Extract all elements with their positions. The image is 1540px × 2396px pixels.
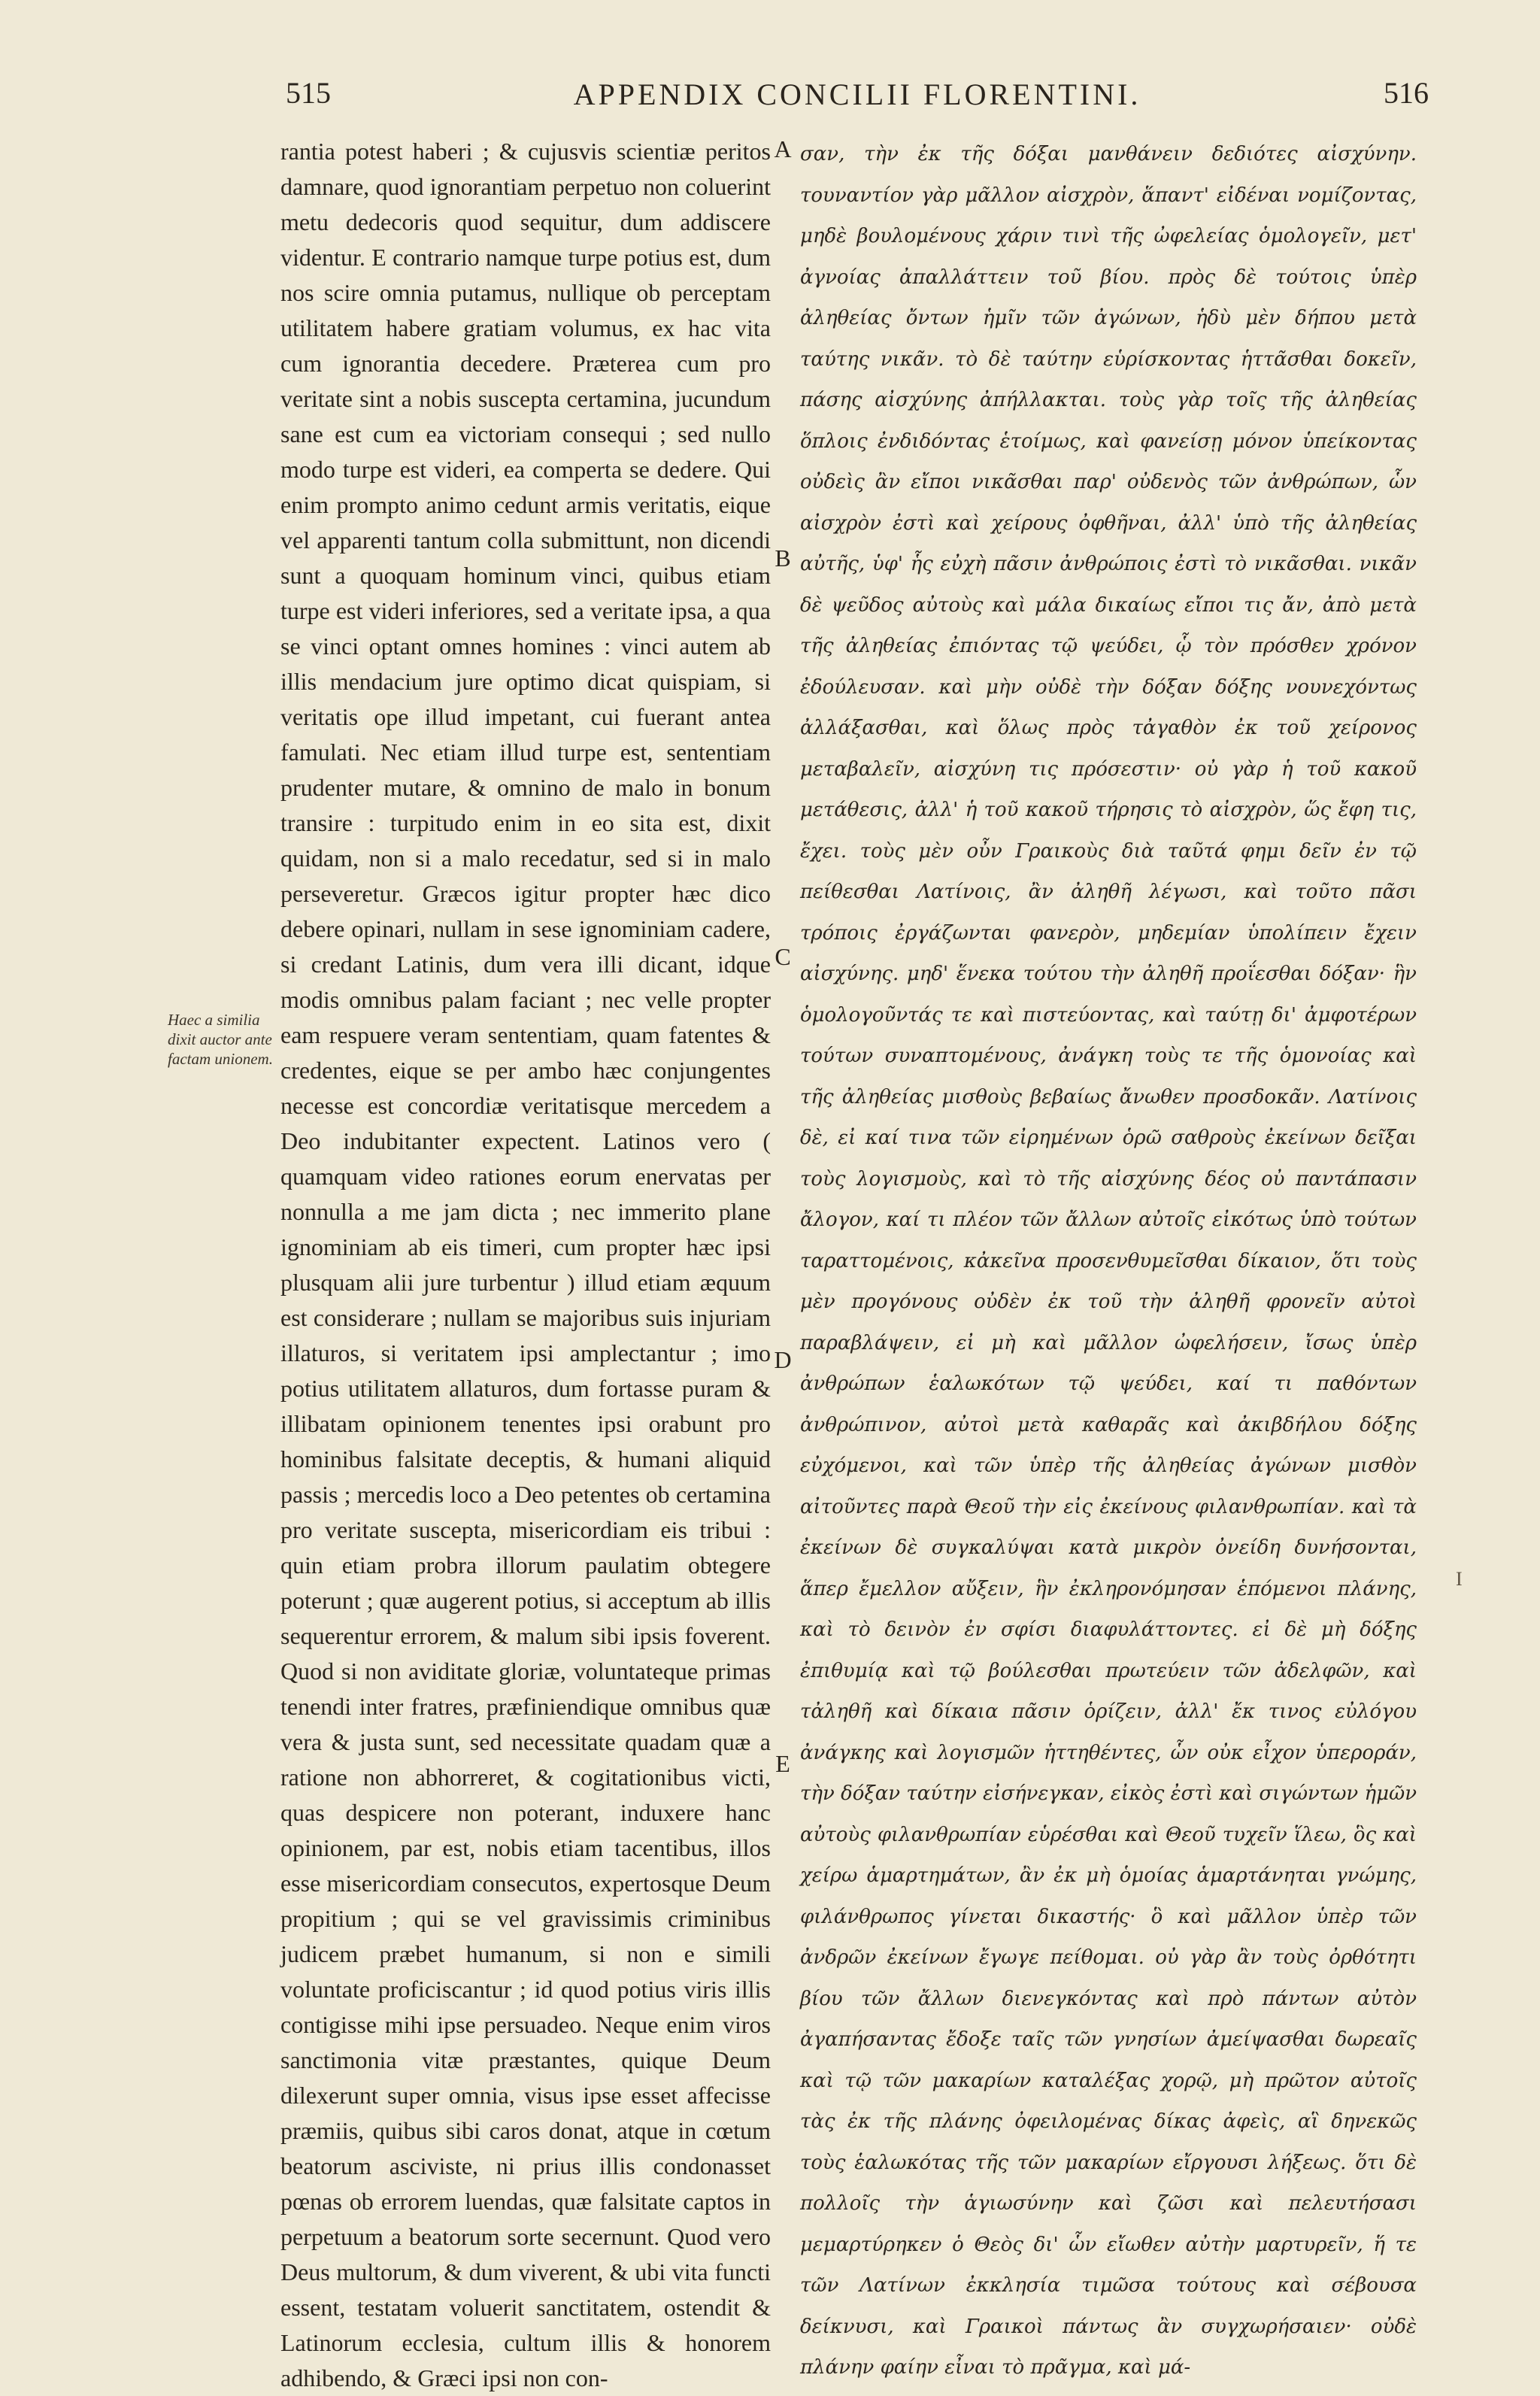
section-letter-a: A [774, 135, 792, 162]
greek-column [800, 134, 1417, 2388]
section-letter-c: C [775, 943, 791, 970]
latin-text: rantia potest haberi ; & cujusvis scientiæ peritos damnare, quod ignorantiam perpetuo non coluerint metu dedecoris quod sequitur, dum addiscere videntur. E contrario namque turpe potius est, dum nos scire omnia putamus, nullique ob perceptam utilitatem habere gratiam volumus, ex hac vita cum ignorantia decedere. Præterea cum pro veritate sint a nobis suscepta certamina, jucundum sane est cum ea victoriam consequi ; sed nullo modo turpe est videri, ea comperta se dedere. Qui enim prompto animo cedunt armis veritatis, eique vel apparenti tantum colla submittunt, non dicendi sunt a quoquam hominum vinci, quibus etiam turpe est videri inferiores, sed a veritate ipsa, a qua se vinci optant omnes homines : vinci autem ab illis mendacium jure optimo dicat quispiam, si veritatis ope illud impetant, cui fuerant antea famulati. Nec etiam illud turpe est, sententiam prudenter mutare, & omnino de malo in bonum transire : turpitudo enim in eo sita est, dixit quidam, non si a malo recedatur, sed si in malo perseveretur. Græcos igitur propter hæc dico debere opinari, nullam in sese ignominiam cadere, si credant Latinis, dum vera illi dicant, idque modis omnibus palam faciant ; nec velle propter eam respuere veram sententiam, quam fatentes & credentes, eique se per ambo hæc conjungentes necesse est concordiæ veritatisque mercedem a Deo indubitanter expectent. Latinos vero ( quamquam video rationes eorum enervatas per nonnulla a me jam dicta ; nec immerito plane ignominiam ab eis timeri, cum propter hæc ipsi plusquam alii jure turbentur ) illud etiam æquum est considerare ; nullam se majoribus suis injuriam illaturos, si veritatem ipsi amplectantur ; imo potius utilitatem allaturos, dum fortasse puram & illibatam opinionem tenentes ipsi orabunt pro hominibus falsitate deceptis, & humani aliquid passis ; mercedis loco a Deo petentes ob certamina pro veritate suscepta, misericordiam eis tribui : quin etiam probra illorum paulatim obtegere poterunt ; quæ augerent potius, si acceptum ab illis sequerentur errorem, & malum sibi ipsis foverent. Quod si non aviditate gloriæ, voluntateque primas tenendi inter fratres, præfiniendique omnibus quæ vera & justa sunt, sed necessitate quadam quæ a ratione non abhorreret, & cogitationibus victi, quas despicere non poterant, induxere hanc opinionem, par est, nobis etiam tacentibus, illos esse misericordiam consecutos, expertosque Deum propitium ; qui se vel gravissimis criminibus judicem præbet humanum, si non e simili voluntate proficiscantur ; id quod potius viris illis contigisse mihi ipse persuadeo. Neque enim viros sanctimonia vitæ præstantes, quique Deum dilexerunt super omnia, visus ipse esset affecisse præmiis, quibus sibi caros donat, atque in cœtum beatorum asciviste, ni prius illis condonasset pœnas ob errorem luendas, quæ falsitate captos in perpetuum a beatorum sorte secernunt. Quod vero Deus multorum, & dum viverent, & ubi vita functi essent, testatam voluerit sanctitatem, ostendit & Latinorum ecclesia, cultum illis & honorem adhibendo, & Græci ipsi non con- [280, 138, 771, 2391]
greek-text: σαν, τὴν ἐκ τῆς δόξαι μανθάνειν δεδιότες αἰσχύνην. τουναντίον γὰρ μᾶλλον αἰσχρὸν, ἅπαντ' εἰδέναι νομίζοντας, μηδὲ βουλομένους χάριν τινὶ τῆς ὠφελείας ὁμολογεῖν, μετ' ἀγνοίας ἀπαλλάττειν τοῦ βίου. πρὸς δὲ τούτοις ὑπὲρ ἀληθείας ὄντων ἡμῖν τῶν ἀγώνων, ἡδὺ μὲν δήπου μετὰ ταύτης νικᾶν. τὸ δὲ ταύτην εὑρίσκοντας ἡττᾶσθαι δοκεῖν, πάσης αἰσχύνης ἀπήλλακται. τοὺς γὰρ τοῖς τῆς ἀληθείας ὅπλοις ἐνδιδόντας ἑτοίμως, καὶ φανείσῃ μόνον ὑπείκοντας οὐδεὶς ἂν εἴποι νικᾶσθαι παρ' οὐδενὸς τῶν ἀνθρώπων, ὧν αἰσχρὸν ἐστὶ καὶ χείρους ὀφθῆναι, ἀλλ' ὑπὸ τῆς ἀληθείας αὐτῆς, ὑφ' ἧς εὐχὴ πᾶσιν ἀνθρώποις ἐστὶ τὸ νικᾶσθαι. νικᾶν δὲ ψεῦδος αὐτοὺς καὶ μάλα δικαίως εἴποι τις ἄν, ἀπὸ μετὰ τῆς ἀληθείας ἐπιόντας τῷ ψεύδει, ᾧ τὸν πρόσθεν χρόνον ἐδούλευσαν. καὶ μὴν οὐδὲ τὴν δόξαν δόξης νουνεχόντως ἀλλάξασθαι, καὶ ὅλως πρὸς τἀγαθὸν ἐκ τοῦ χείρονος μεταβαλεῖν, αἰσχύνη τις πρόσεστιν· οὐ γὰρ ἡ τοῦ κακοῦ μετάθεσις, ἀλλ' ἡ τοῦ κακοῦ τήρησις τὸ αἰσχρὸν, ὥς ἔφη τις, ἔχει. τοὺς μὲν οὖν Γραικοὺς διὰ ταῦτά φημι δεῖν ἐν τῷ πείθεσθαι Λατίνοις, ἂν ἀληθῆ λέγωσι, καὶ τοῦτο πᾶσι τρόποις ἐργάζωνται φανερὸν, μηδεμίαν ὑπολίπειν ἔχειν αἰσχύνης. μηδ' ἕνεκα τούτου τὴν ἀληθῆ προΐεσθαι δόξαν· ἣν ὁμολογοῦντάς τε καὶ πιστεύοντας, καὶ ταύτῃ δι' ἀμφοτέρων τούτων συναπτομένους, ἀνάγκη τοὺς τε τῆς ὁμονοίας καὶ τῆς ἀληθείας μισθοὺς βεβαίως ἄνωθεν προσδοκᾶν. Λατίνοις δὲ, εἰ καί τινα τῶν εἰρημένων ὁρῶ σαθροὺς ἐκείνων δεῖξαι τοὺς λογισμοὺς, καὶ τὸ τῆς αἰσχύνης δέος οὐ παντάπασιν ἄλογον, καί τι πλέον τῶν ἄλλων αὐτοῖς εἰκότως ὑπὸ τούτων ταραττομένοις, κἀκεῖνα προσενθυμεῖσθαι δίκαιον, ὅτι τοὺς μὲν προγόνους οὐδὲν ἐκ τοῦ τὴν ἀληθῆ φρονεῖν αὐτοὶ παραβλάψειν, εἰ μὴ καὶ μᾶλλον ὠφελήσειν, ἴσως ὑπὲρ ἀνθρώπων ἑαλωκότων τῷ ψεύδει, καί τι παθόντων ἀνθρώπινον, αὐτοὶ μετὰ καθαρᾶς καὶ ἀκιβδήλου δόξης εὐχόμενοι, καὶ τῶν ὑπὲρ τῆς ἀληθείας ἀγώνων μισθὸν αἰτοῦντες παρὰ Θεοῦ τὴν εἰς ἐκείνους φιλανθρωπίαν. καὶ τὰ ἐκείνων δὲ συγκαλύψαι κατὰ μικρὸν ὀνείδη δυνήσονται, ἅπερ ἔμελλον αὔξειν, ἣν ἐκληρονόμησαν ἑπόμενοι πλάνης, καὶ τὸ δεινὸν ἐν σφίσι διαφυλάττοντες. εἰ δὲ μὴ δόξης ἐπιθυμίᾳ καὶ τῷ βούλεσθαι πρωτεύειν τῶν ἀδελφῶν, καὶ τἀληθῆ καὶ δίκαια πᾶσιν ὁρίζειν, ἀλλ' ἔκ τινος εὐλόγου ἀνάγκης καὶ λογισμῶν ἡττηθέντες, ὧν οὐκ εἶχον ὑπεροράν, τὴν δόξαν ταύτην εἰσήνεγκαν, εἰκὸς ἐστὶ καὶ σιγώντων ἡμῶν αὐτοὺς φιλανθρωπίαν εὑρέσθαι καὶ Θεοῦ τυχεῖν ἵλεω, ὃς καὶ χείρω ἁμαρτημάτων, ἂν ἐκ μὴ ὁμοίας ἁμαρτάνηται γνώμης, φιλάνθρωπος γίνεται δικαστής· ὃ καὶ μᾶλλον ὑπὲρ τῶν ἀνδρῶν ἐκείνων ἔγωγε πείθομαι. οὐ γὰρ ἂν τοὺς ὀρθότητι βίου τῶν ἄλλων διενεγκόντας καὶ πρὸ πάντων αὐτὸν ἀγαπήσαντας ἔδοξε ταῖς τῶν γνησίων ἀμείψασθαι δωρεαῖς καὶ τῷ τῶν μακαρίων καταλέξας χορῷ, μὴ πρῶτον αὐτοῖς τὰς ἐκ τῆς πλάνης ὀφειλομένας δίκας ἀφεὶς, αἳ δηνεκῶς τοὺς ἑαλωκότας τῆς τῶν μακαρίων εἴργουσι λήξεως. ὅτι δὲ πολλοῖς τὴν ἁγιωσύνην καὶ ζῶσι καὶ πελευτήσασι μεμαρτύρηκεν ὁ Θεὸς δι' ὧν εἴωθεν αὐτὴν μαρτυρεῖν, ἥ τε τῶν Λατίνων ἐκκλησία τιμῶσα τούτους καὶ σέβουσα δείκνυσι, καὶ Γραικοὶ πάντως ἂν συγχωρήσαιεν· οὐδὲ πλάνην φαίην εἶναι τὸ πρᾶγμα, καὶ μά- [800, 143, 1417, 2379]
edge-mark: I [1456, 1568, 1463, 1590]
page-header [286, 75, 1429, 120]
page-number-left: 515 [286, 76, 331, 110]
running-title: APPENDIX CONCILII FLORENTINI. [573, 77, 1141, 111]
latin-column [280, 134, 771, 2396]
margin-note: Haec a similia dixit auctor ante factam unionem. [168, 1011, 273, 1068]
section-letter-d: D [774, 1346, 792, 1373]
section-letter-b: B [775, 544, 791, 572]
page-number-right: 516 [1384, 76, 1429, 110]
section-letter-e: E [775, 1750, 790, 1777]
